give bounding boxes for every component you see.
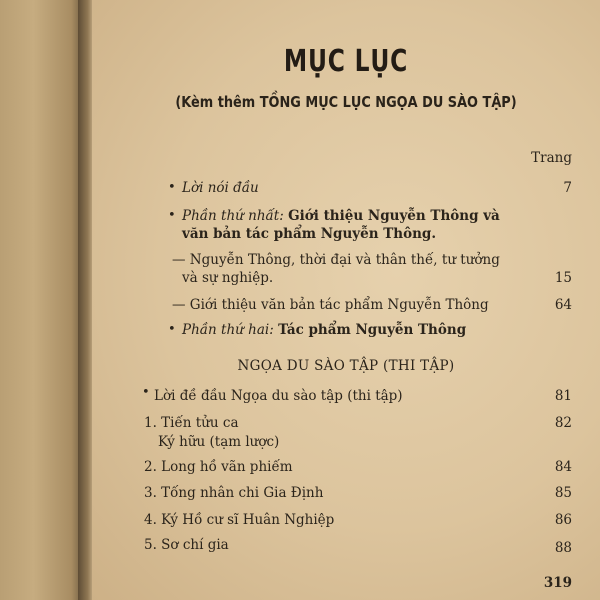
page-title: MỤC LỤC (283, 44, 409, 79)
poem-entry: 5. Sơ chí gia (144, 537, 229, 553)
part-one-title-line2: văn bản tác phẩm Nguyễn Thông. (182, 226, 437, 242)
poem-entry: 2. Long hồ vãn phiếm (144, 459, 293, 475)
poem-entry: 4. Ký Hồ cư sĩ Huân Nghiệp (144, 512, 335, 528)
poem-entry: 3. Tống nhân chi Gia Định (144, 485, 324, 501)
page-number: 319 (543, 575, 572, 591)
entry-text-intro-page: 64 (554, 297, 572, 313)
bullet-icon: • (168, 322, 176, 337)
poem-entry-page: 88 (554, 540, 572, 556)
page-subtitle: (Kèm thêm TỒNG MỤC LỤC NGỌA DU SÀO TẬP) (175, 93, 517, 111)
poem-entry: 1. Tiến tửu ca (144, 415, 239, 431)
entry-biography-line1: — Nguyễn Thông, thời đại và thân thế, tư tưởng (172, 252, 500, 268)
contents-page (92, 0, 600, 600)
poem-entry-page: 85 (554, 485, 572, 501)
poem-entry: Ký hữu (tạm lược) (158, 434, 280, 450)
entry-preface: Lời nói đầu (182, 180, 259, 196)
part-two-title: Tác phẩm Nguyễn Thông (278, 322, 467, 338)
bullet-icon: • (142, 385, 150, 400)
part-one-title-line1: Giới thiệu Nguyễn Thông và (288, 208, 500, 224)
bullet-icon: • (168, 180, 176, 195)
part-two-prefix: Phần thứ hai: (182, 322, 274, 338)
poem-entry-page: 86 (554, 512, 572, 528)
poem-entry-page: 81 (554, 388, 572, 404)
entry-preface-page: 7 (563, 180, 572, 196)
facing-page (0, 0, 84, 600)
part-one-prefix: Phần thứ nhất: (182, 208, 284, 224)
entry-part-one (182, 208, 500, 224)
entry-biography-line2: và sự nghiệp. (182, 270, 274, 286)
poem-entry-page: 84 (554, 459, 572, 475)
bullet-icon: • (168, 208, 176, 223)
section-title: NGỌA DU SÀO TẬP (THI TẬP) (237, 358, 455, 374)
page-column-label: Trang (531, 150, 572, 166)
entry-part-two (182, 322, 466, 338)
entry-text-intro: — Giới thiệu văn bản tác phẩm Nguyễn Thông (172, 297, 489, 313)
entry-biography-page: 15 (554, 270, 572, 286)
poem-entry-page: 82 (554, 415, 572, 431)
poem-entry: Lời đề đầu Ngọa du sào tập (thi tập) (154, 388, 403, 404)
